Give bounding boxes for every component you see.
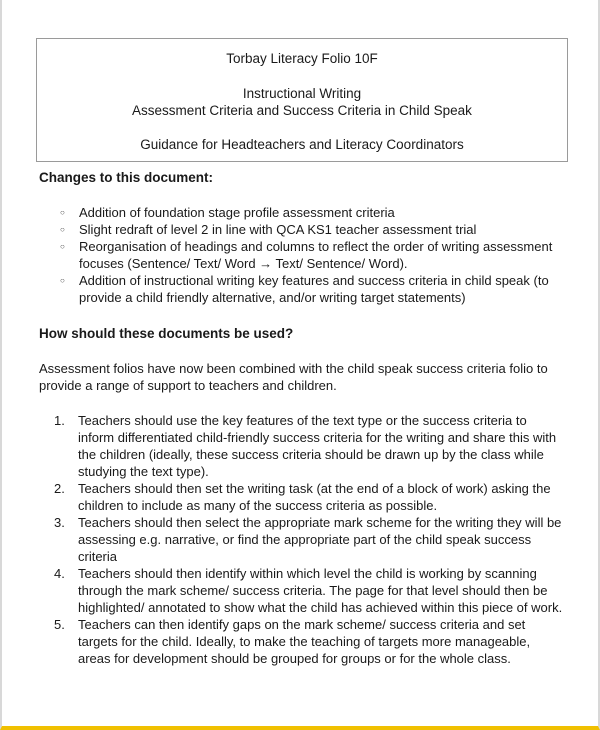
list-item-text: Slight redraft of level 2 in line with QCA KS1 teacher assessment trial [79, 222, 477, 237]
step-text: Teachers should then select the appropriate mark scheme for the writing they will be assessing e.g. narrative, or find the appropriate part of the child speak success criteria [78, 515, 562, 564]
usage-steps [54, 412, 564, 667]
changes-list [60, 204, 570, 306]
guidance-line: Guidance for Headteachers and Literacy Coordinators [140, 137, 464, 152]
step-number: 3. [54, 515, 65, 530]
list-item [60, 272, 570, 306]
document-subtitle-criteria: Assessment Criteria and Success Criteria in Child Speak [132, 103, 472, 118]
circle-bullet-icon: ○ [60, 276, 65, 285]
list-item [54, 616, 564, 667]
step-number: 2. [54, 481, 65, 496]
step-number: 5. [54, 617, 65, 632]
circle-bullet-icon: ○ [60, 225, 65, 234]
title-box [36, 38, 568, 162]
document-subtitle: Instructional Writing [242, 86, 362, 101]
step-text: Teachers should use the key features of the text type or the success criteria to inform differentiated child-friendly success criteria for the writing and share this with the children (ideally, these success criteria should be drawn up by the class while studying the text type). [78, 413, 557, 479]
list-item [54, 565, 564, 616]
step-text: Teachers should then set the writing task (at the end of a block of work) asking the children to include as many of the success criteria as possible. [78, 481, 551, 513]
list-item [60, 204, 570, 221]
step-text: Teachers can then identify gaps on the mark scheme/ success criteria and set targets for the child. Ideally, to make the teaching of targets more manageable, areas for development should be grouped for groups or for the whole class. [78, 617, 531, 666]
usage-heading: How should these documents be used? [39, 326, 294, 341]
step-number: 4. [54, 566, 65, 581]
list-item [60, 221, 570, 238]
document-title: Torbay Literacy Folio 10F [226, 51, 378, 66]
usage-intro: Assessment folios have now been combined with the child speak success criteria folio to provide a range of support to teachers and children. [39, 361, 548, 393]
list-item-text: Addition of instructional writing key features and success criteria in child speak (to provide a child friendly alternative, and/or writing target statements) [79, 273, 549, 305]
step-number: 1. [54, 413, 65, 428]
list-item [60, 238, 570, 272]
circle-bullet-icon: ○ [60, 242, 65, 251]
list-item [54, 480, 564, 514]
list-item [54, 514, 564, 565]
changes-heading: Changes to this document: [39, 170, 214, 185]
list-item-text: Addition of foundation stage profile assessment criteria [79, 205, 395, 220]
step-text: Teachers should then identify within which level the child is working by scanning through the mark scheme/ success criteria. The page for that level should then be highlighted/ annotated to show what the child has achieved within this piece of work. [78, 566, 563, 615]
circle-bullet-icon: ○ [60, 208, 65, 217]
list-item [54, 412, 564, 480]
list-item-text: Reorganisation of headings and columns to reflect the order of writing assessment focuses (Sentence/ Text/ Word → Text/ Sentence/ Word). [79, 239, 553, 271]
